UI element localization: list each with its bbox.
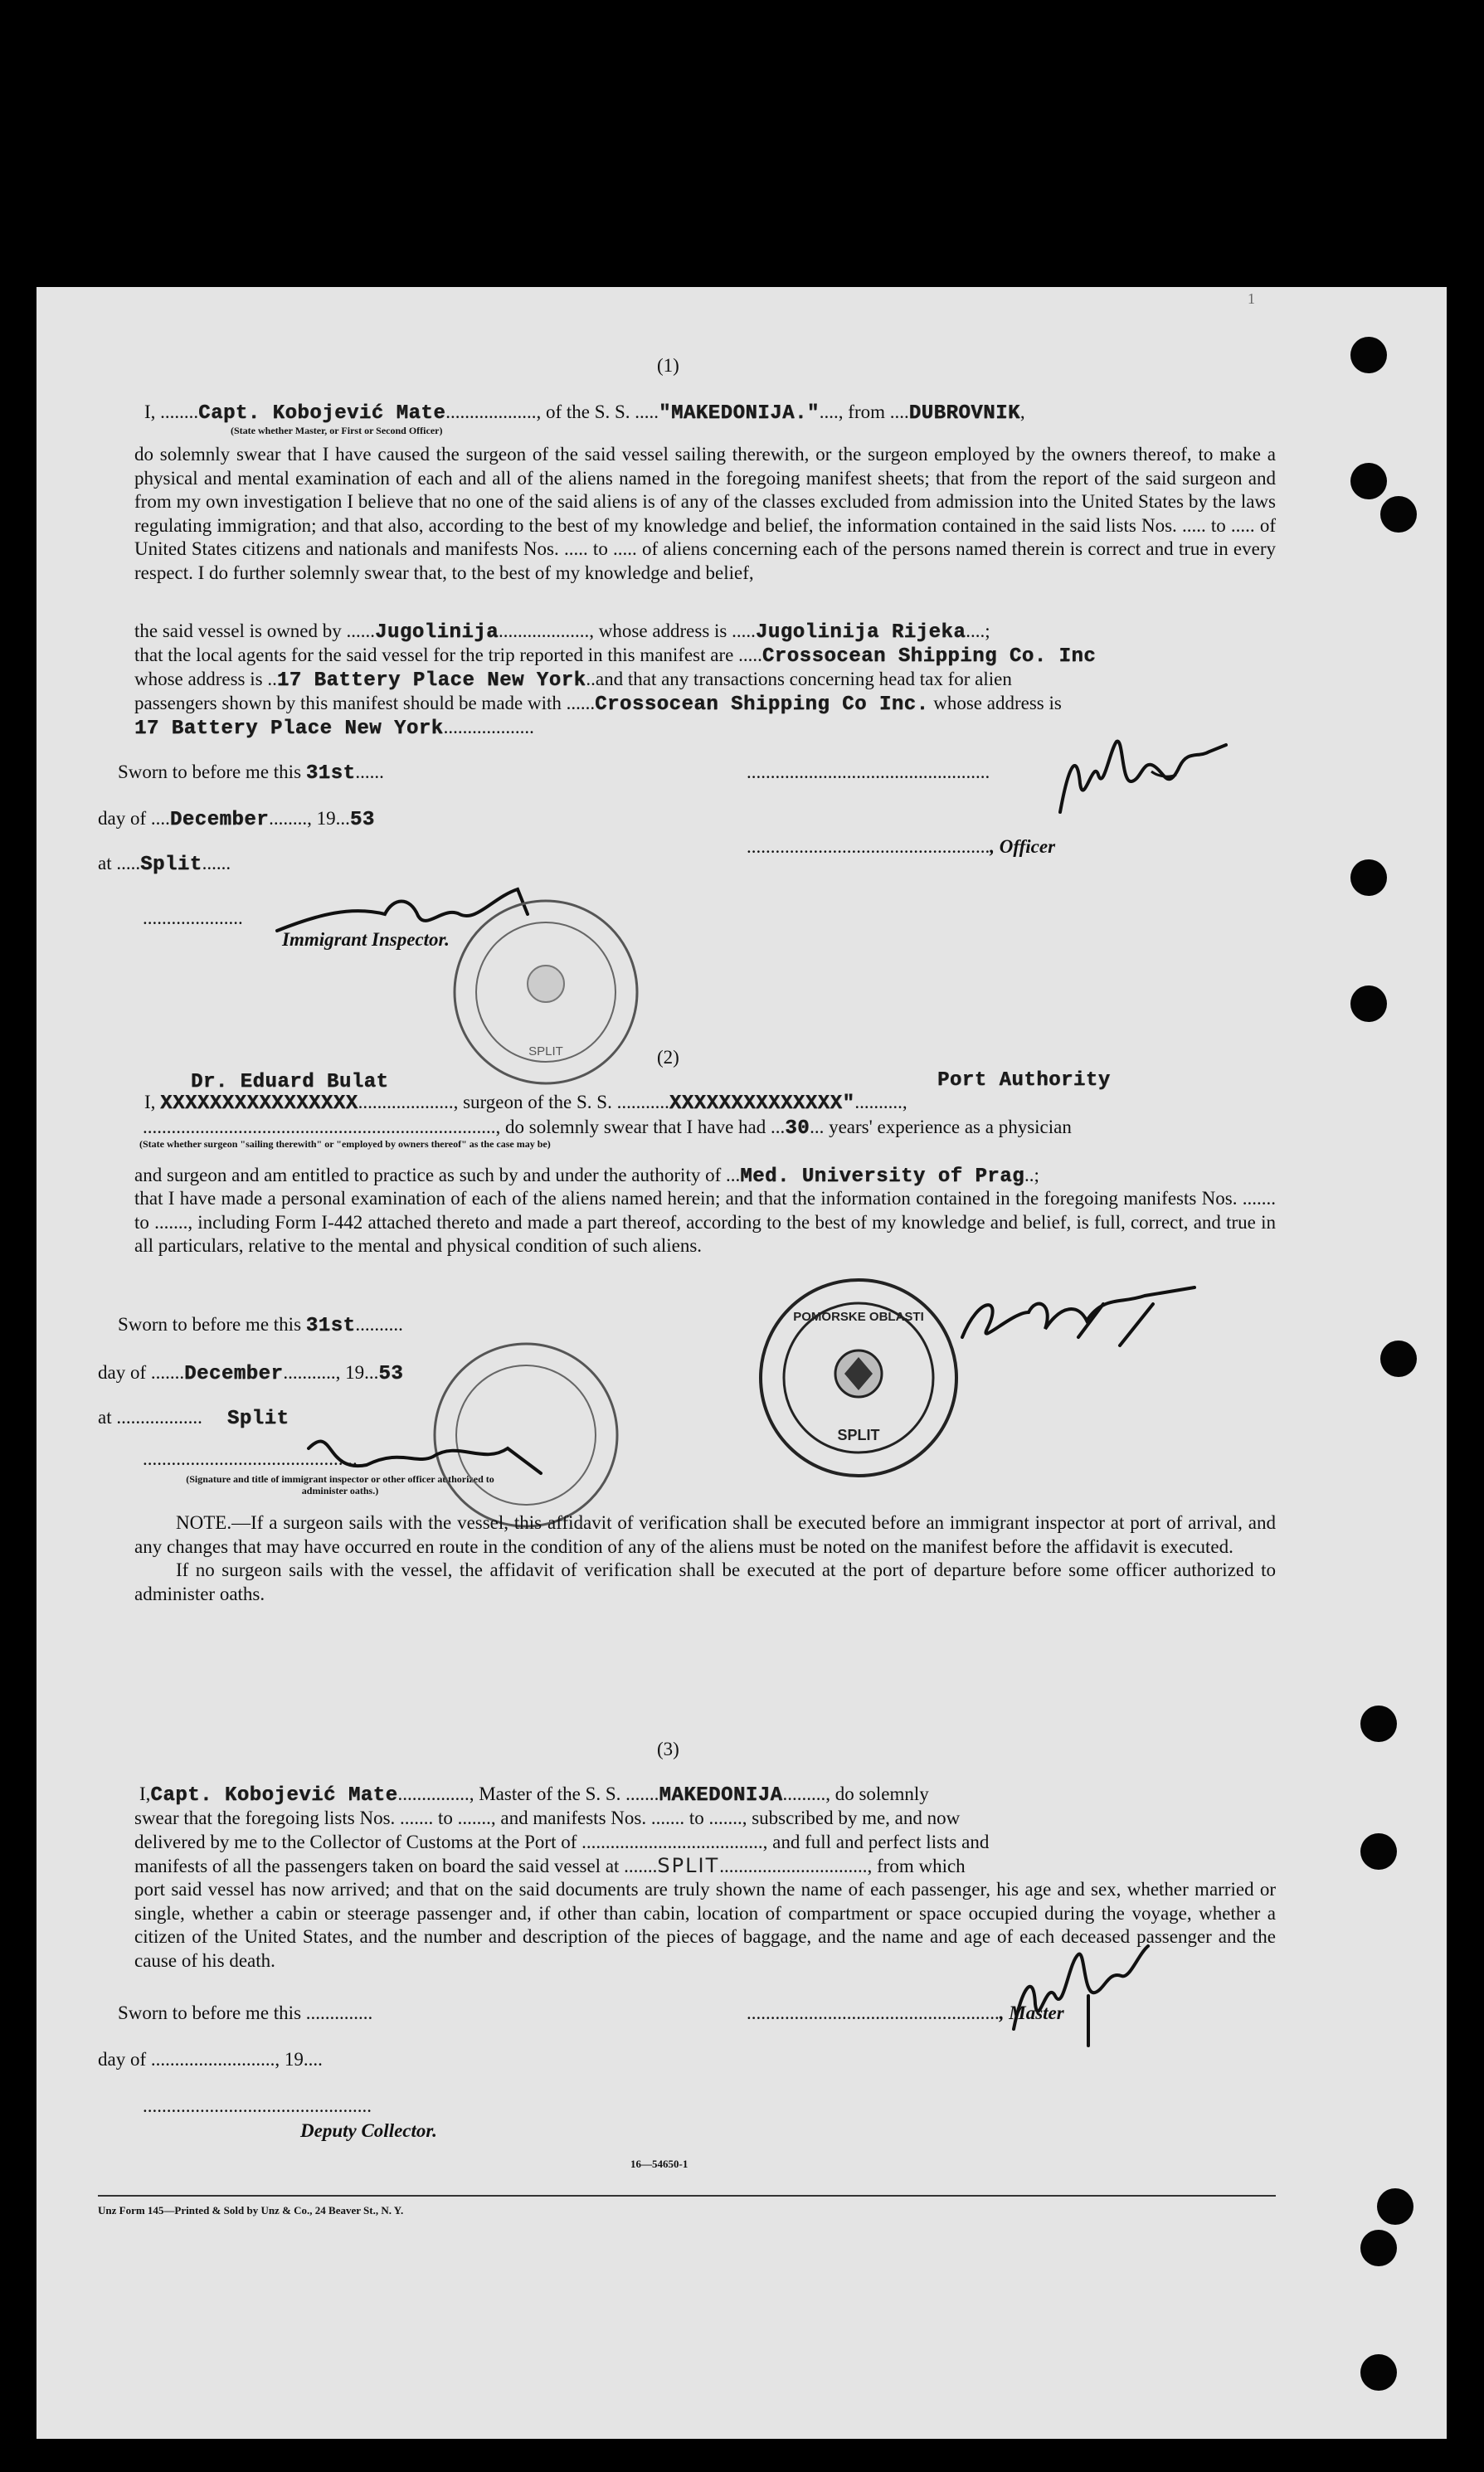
state-note: (State whether Master, or First or Second Officer) xyxy=(231,425,443,436)
from-port: DUBROVNIK xyxy=(908,402,1020,425)
master-label: , Master xyxy=(999,2002,1064,2023)
static-text: the said vessel is owned by ...... xyxy=(134,620,376,641)
static-text: I, ........ xyxy=(144,401,199,422)
static-text: whose address is .. xyxy=(134,669,277,689)
at-line-1 xyxy=(98,851,231,877)
place: Split xyxy=(140,854,202,876)
svg-text:SPLIT: SPLIT xyxy=(837,1427,880,1443)
headtax-line xyxy=(134,691,1062,717)
authority-line xyxy=(134,1163,1039,1189)
day-line-3: day of .........................., 19.... xyxy=(98,2049,323,2070)
oath-paragraph-1 xyxy=(134,443,1276,586)
binder-hole xyxy=(1350,859,1387,896)
sworn-line-1 xyxy=(118,760,384,786)
binder-hole xyxy=(1350,337,1387,373)
owner: Jugolinija xyxy=(375,621,499,644)
sworn-line-3: Sworn to before me this .............. xyxy=(118,2002,373,2023)
static-text: ................... xyxy=(443,717,534,737)
static-text: ...................., surgeon of the S. S. ........... xyxy=(358,1092,669,1112)
round-stamp xyxy=(446,893,645,1092)
year: 53 xyxy=(349,809,375,831)
static-text: ...., from .... xyxy=(819,401,909,422)
master-name: Capt. Kobojević Mate xyxy=(150,1784,398,1807)
footer-rule xyxy=(98,2195,1276,2197)
master-line-3 xyxy=(139,1782,929,1808)
binder-hole xyxy=(1380,1341,1417,1377)
section-number-2: (2) xyxy=(657,1047,679,1068)
port-authority-stamp xyxy=(755,1274,962,1482)
static-text: ..................................................... xyxy=(747,2002,1000,2023)
svg-text:SPLIT: SPLIT xyxy=(528,1044,563,1058)
binder-hole xyxy=(1350,985,1387,1022)
printer-credit: Unz Form 145—Printed & Sold by Unz & Co., 24 Beaver St., N. Y. xyxy=(98,2204,404,2217)
static-text: day of .... xyxy=(98,808,170,829)
static-text: ..; xyxy=(1024,1165,1039,1185)
headtax-address-line xyxy=(134,715,534,741)
agents-address: 17 Battery Place New York xyxy=(276,669,586,692)
static-text: .........................................................................., do solemnly swear that I have had ... xyxy=(143,1117,786,1137)
static-text: Sworn to before me this xyxy=(118,1314,302,1335)
collector-line: delivered by me to the Collector of Customs at the Port of ......................................, and full and perfect lists and xyxy=(134,1832,990,1852)
static-text: ... years' experience as a physician xyxy=(810,1117,1072,1137)
day-line-2 xyxy=(98,1360,403,1386)
static-text: passengers shown by this manifest should be made with ...... xyxy=(134,693,596,713)
years: 30 xyxy=(785,1117,810,1140)
static-text: ................................................... xyxy=(747,836,990,857)
static-text: Sworn to before me this xyxy=(118,762,302,782)
note-text-1: NOTE.—If a surgeon sails with the vessel, this affidavit of verification shall be executed before an immigrant inspector at port of arrival, and any changes that may have occurred en route in the condition of any of the aliens must be noted on the manifest before the affidavit is executed. xyxy=(134,1512,1276,1557)
vessel-at: SPLIT xyxy=(657,1854,720,1877)
document-page xyxy=(36,287,1447,2439)
inspector-label: Immigrant Inspector. xyxy=(282,929,450,950)
binder-hole xyxy=(1360,1833,1397,1870)
month: December xyxy=(169,809,270,831)
static-text: ..........., 19... xyxy=(283,1362,379,1383)
static-text: ..and that any transactions concerning head tax for alien xyxy=(586,669,1012,689)
owner-line xyxy=(134,619,990,645)
inspector-dots: ..................... xyxy=(143,908,243,928)
static-text: I, xyxy=(144,1092,156,1112)
form-number: 16—54650-1 xyxy=(630,2158,688,2170)
binder-hole xyxy=(1360,2230,1397,2266)
static-text: .........., xyxy=(854,1092,907,1112)
static-text: .......... xyxy=(355,1314,403,1335)
binder-hole xyxy=(1377,2188,1413,2225)
year: 53 xyxy=(378,1363,404,1385)
static-text: manifests of all the passengers taken on board the said vessel at ....... xyxy=(134,1856,658,1876)
officer-signature xyxy=(1052,733,1234,825)
headtax-agent: Crossocean Shipping Co Inc. xyxy=(595,693,929,716)
static-text: whose address is xyxy=(933,693,1062,713)
static-text: at ..... xyxy=(98,853,141,873)
sign-dots-2: ............................................. xyxy=(143,1448,358,1469)
master-signature xyxy=(1005,1938,1155,2054)
local-agents: Crossocean Shipping Co. Inc xyxy=(761,645,1097,668)
binder-hole xyxy=(1360,1706,1397,1742)
vessel-top: Port Authority xyxy=(937,1069,1111,1092)
note-paragraph xyxy=(134,1511,1276,1606)
svg-text:POMORSKE OBLASTI: POMORSKE OBLASTI xyxy=(793,1310,924,1324)
agents-line xyxy=(134,643,1096,669)
sign-dots: ................................................... xyxy=(747,762,990,782)
agents-address-line xyxy=(134,667,1012,693)
note-text-2: If no surgeon sails with the vessel, the affidavit of verification shall be executed at the port of departure before some officer authorized to administer oaths. xyxy=(134,1560,1276,1604)
surgeon-name-struck: XXXXXXXXXXXXXXXX xyxy=(160,1092,358,1115)
officer-label: , Officer xyxy=(990,836,1056,857)
static-text: day of ....... xyxy=(98,1362,185,1383)
static-text: at .................. xyxy=(98,1407,202,1428)
static-text: ..................., whose address is ..... xyxy=(499,620,756,641)
static-text: and surgeon and am entitled to practice as such by and under the authority of ... xyxy=(134,1165,741,1185)
surgeon-line xyxy=(144,1090,907,1116)
static-text: ...... xyxy=(202,853,231,873)
month: December xyxy=(184,1363,284,1385)
sworn-day: 31st xyxy=(305,1315,356,1337)
surgeon-signature xyxy=(954,1279,1203,1362)
static-text: ....; xyxy=(966,620,990,641)
inspector-signature-2 xyxy=(300,1415,549,1490)
static-text: , xyxy=(1019,401,1025,422)
at-line-2 xyxy=(98,1405,289,1431)
page-mark: 1 xyxy=(1248,290,1255,307)
sworn-line-2 xyxy=(118,1312,403,1338)
owner-address: Jugolinija Rijeka xyxy=(755,621,966,644)
section-number-1: (1) xyxy=(657,355,679,376)
oath-text: do solemnly swear that I have caused the surgeon of the said vessel sailing therewith, or the surgeon employed by the owners thereof, to make a physical and mental examination of each and all of the aliens named in the foregoing manifest sheets; that from the report of the said surgeon and from my own investigation I believe that no one of the said aliens is of any of the classes excluded from admission into the United States by the laws regulating immigration; and that also, according to the best of my knowledge and belief, the information contained in the said lists Nos. ..... to ..... of United States citizens and nationals and manifests Nos. ..... to ..... of aliens concerning each of the persons named therein is correct and true in every respect. I do further solemnly swear that, to the best of my knowledge and belief, xyxy=(134,444,1276,583)
lists-line: swear that the foregoing lists Nos. ....... to ......., and manifests Nos. ....... to ......., subscribed by me, and now xyxy=(134,1808,961,1828)
sworn-day: 31st xyxy=(305,762,356,785)
binder-hole xyxy=(1350,463,1387,499)
static-text: ..................., of the S. S. ..... xyxy=(445,401,659,422)
place: Split xyxy=(226,1408,290,1430)
section-number-3: (3) xyxy=(657,1739,679,1759)
static-text: ..............., Master of the S. S. ....... xyxy=(397,1783,659,1804)
surgeon-name: Dr. Eduard Bulat xyxy=(191,1071,389,1093)
static-text: ...... xyxy=(355,762,384,782)
inspector-note: (Signature and title of immigrant inspector or other officer authorized to administer oaths.) xyxy=(186,1473,494,1496)
master-name: Capt. Kobojević Mate xyxy=(198,402,446,425)
oath-paragraph-2 xyxy=(134,1187,1276,1258)
static-text: I, xyxy=(139,1783,151,1804)
headtax-address: 17 Battery Place New York xyxy=(134,718,444,740)
authority: Med. University of Prag xyxy=(740,1165,1025,1188)
ship-name: "MAKEDONIJA." xyxy=(659,402,820,425)
static-text: ..............................., from which xyxy=(719,1856,966,1876)
day-line-1 xyxy=(98,806,375,832)
state-note-2: (State whether surgeon "sailing therewith" or "employed by owners thereof" as the case may be) xyxy=(139,1138,551,1150)
oath-text: that I have made a personal examination of each of the aliens named herein; and that the information contained in the foregoing manifests Nos. ....... to ......., including Form I-442 attached thereto and made a part thereof, according to the best of my knowledge and belief, is full, correct, and true in all particulars, relative to the mental and physical condition of such aliens. xyxy=(134,1188,1276,1257)
master-line xyxy=(144,400,1025,426)
vessel-at-line xyxy=(134,1854,966,1878)
ship-name: MAKEDONIJA xyxy=(659,1784,783,1807)
oath-text: port said vessel has now arrived; and that on the said documents are truly shown the name of each passenger, his age and sex, whether married or single, whether a cabin or steerage passenger and, if other than cabin, location of compartment or space occupied during the voyage, whether a citizen of the United States, and the number and description of the pieces of baggage, and the name and age of each deceased passenger and the cause of his death. xyxy=(134,1879,1276,1971)
years-line xyxy=(143,1115,1072,1141)
static-text: ........., do solemnly xyxy=(782,1783,929,1804)
binder-hole xyxy=(1360,2354,1397,2391)
collector-label: Deputy Collector. xyxy=(300,2120,437,2141)
collector-dots: ................................................ xyxy=(143,2095,372,2116)
static-text: ........, 19... xyxy=(269,808,350,829)
binder-hole xyxy=(1380,496,1417,533)
static-text: that the local agents for the said vessel for the trip reported in this manifest are ..... xyxy=(134,645,762,665)
vessel-struck: XXXXXXXXXXXXXX" xyxy=(669,1092,855,1115)
officer-line xyxy=(747,835,1055,859)
